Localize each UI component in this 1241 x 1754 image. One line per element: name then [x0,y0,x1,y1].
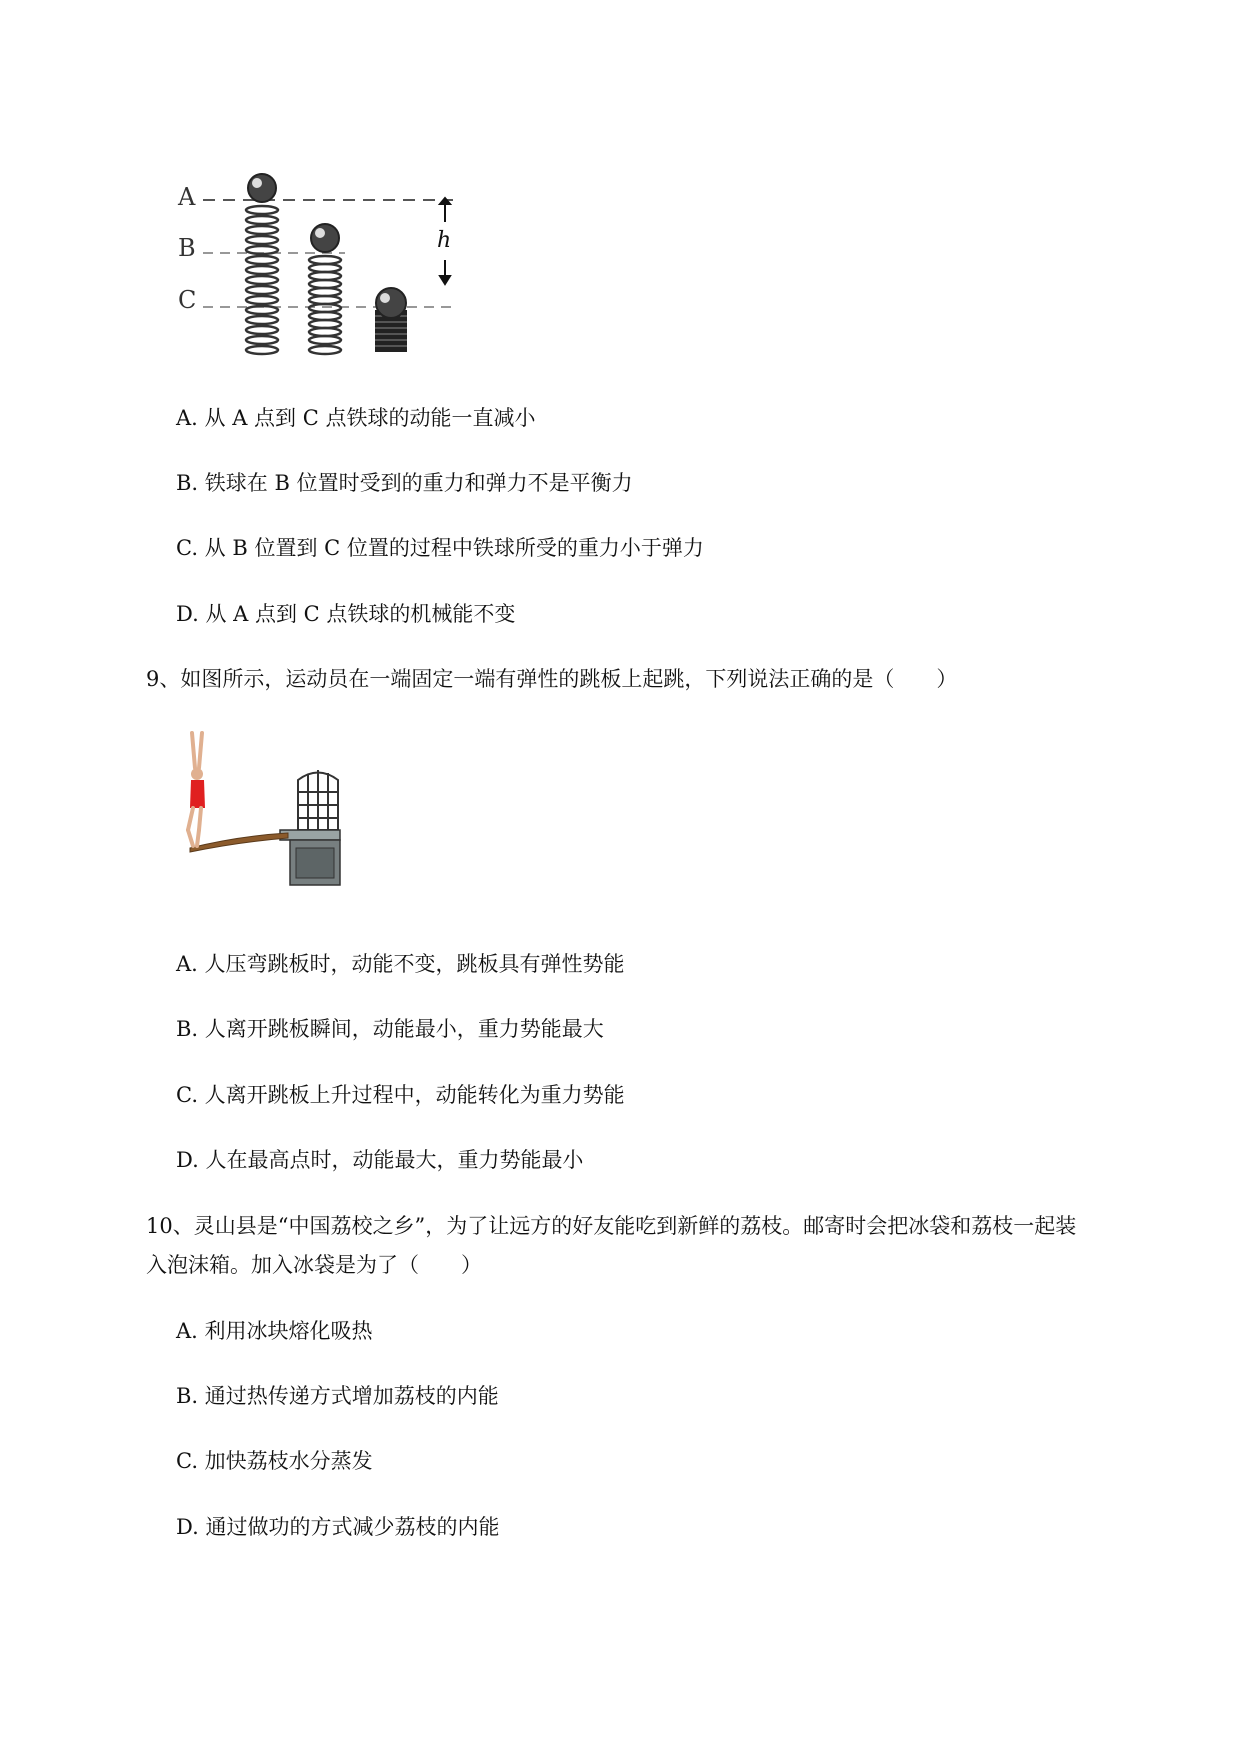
q10-option-c: C. 加快荔枝水分蒸发 [176,1449,373,1473]
label-c: C [178,286,197,314]
ball-a [248,174,276,202]
height-label: h [437,228,452,253]
tower-grid [298,770,338,830]
spring-ball-figure [175,160,475,365]
platform [280,830,340,840]
spring-2 [309,256,341,354]
q10-option-a: A. 利用冰块熔化吸热 [176,1319,373,1343]
label-b: B [178,234,196,262]
ball-b [311,224,339,252]
q10-option-b: B. 通过热传递方式增加荔枝的内能 [176,1384,499,1408]
q10-option-d: D. 通过做功的方式减少荔枝的内能 [176,1515,500,1539]
diver [188,733,205,846]
label-a: A [178,183,196,211]
q10-stem-line2: 入泡沫箱。加入冰袋是为了（ ） [146,1253,482,1277]
q9-option-c: C. 人离开跳板上升过程中，动能转化为重力势能 [176,1083,625,1107]
q8-option-c: C. 从 B 位置到 C 位置的过程中铁球所受的重力小于弹力 [176,536,704,560]
q9-option-d: D. 人在最高点时，动能最大，重力势能最小 [176,1148,584,1172]
q8-option-a: A. 从 A 点到 C 点铁球的动能一直减小 [176,406,536,430]
spring-1 [246,206,278,354]
ball-c [376,288,406,318]
q9-option-b: B. 人离开跳板瞬间，动能最小，重力势能最大 [176,1017,604,1041]
q8-option-b: B. 铁球在 B 位置时受到的重力和弹力不是平衡力 [176,471,633,495]
q10-stem-line1: 10、灵山县是“中国荔校之乡”，为了让远方的好友能吃到新鲜的荔枝。邮寄时会把冰袋和荔枝一起装 [146,1214,1077,1238]
diving-board-figure [178,730,343,910]
platform-panel [296,848,334,878]
q9-stem: 9、如图所示，运动员在一端固定一端有弹性的跳板上起跳，下列说法正确的是（ ） [146,667,958,691]
q8-option-d: D. 从 A 点到 C 点铁球的机械能不变 [176,602,516,626]
springboard [190,833,288,852]
q9-option-a: A. 人压弯跳板时，动能不变，跳板具有弹性势能 [176,952,625,976]
